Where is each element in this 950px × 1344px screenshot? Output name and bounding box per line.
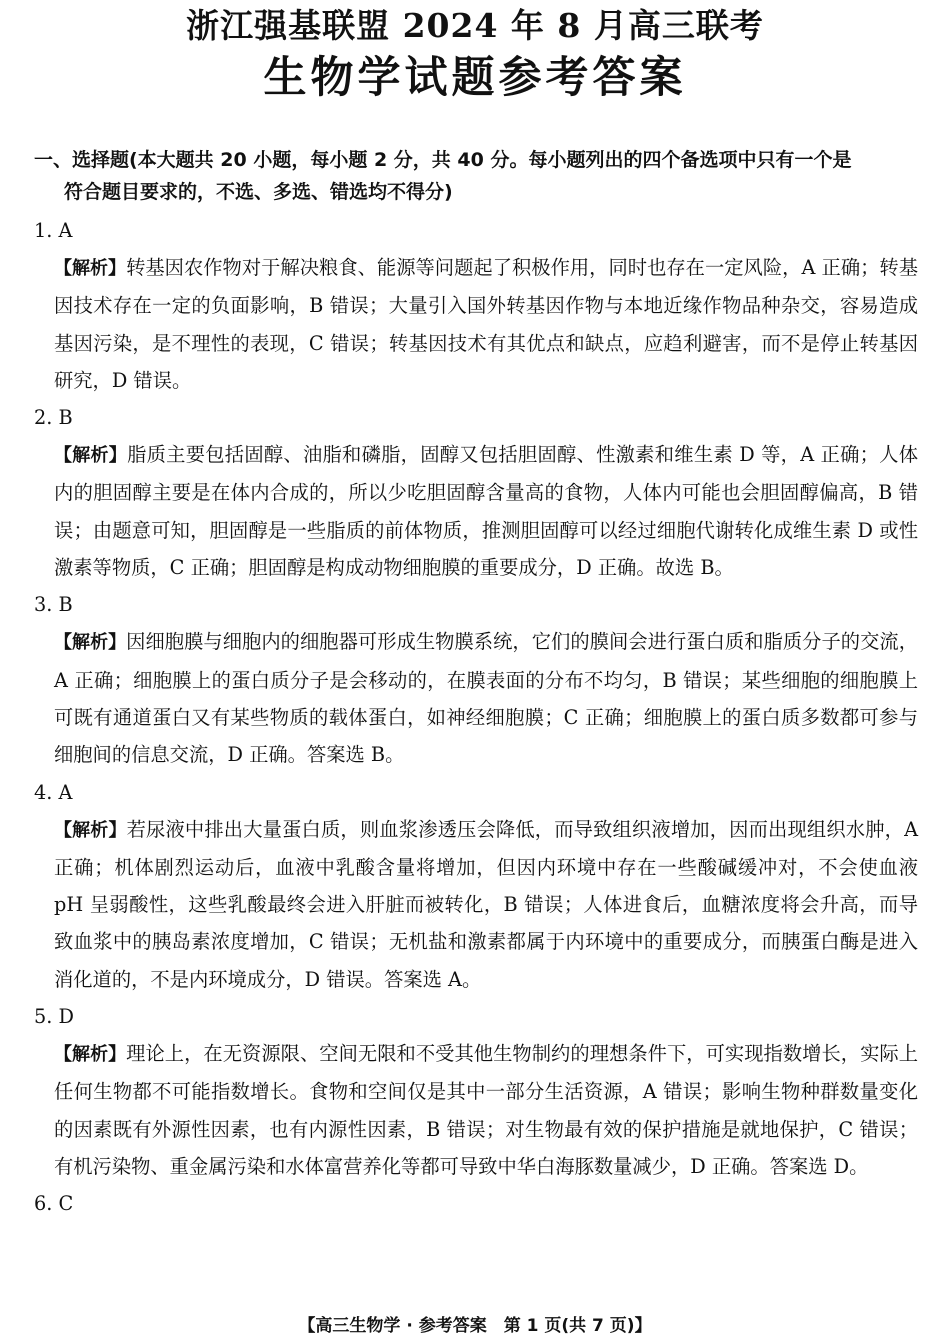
question-answer: 4. A	[34, 780, 73, 804]
question-explanation	[54, 1035, 918, 1185]
explanation-text: 脂质主要包括固醇、油脂和磷脂，固醇又包括胆固醇、性激素和维生素 D 等，A 正确；人体内的胆固醇主要是在体内合成的，所以少吃胆固醇含量高的食物，人体内可能也会胆固醇偏高，B 错误；由题意可知，胆固醇是一些脂质的前体物质，推测胆固醇可以经过细胞代谢转化成维生素 D 或性激素等物质，C 正确；胆固醇是构成动物细胞膜的重要成分，D 正确。故选 B。	[54, 443, 918, 580]
question-item	[34, 212, 918, 399]
explanation-tag: 【解析】	[54, 1044, 127, 1066]
question-item	[34, 399, 918, 586]
exam-title: 浙江强基联盟 2024 年 8 月高三联考	[186, 6, 764, 45]
answer-list	[34, 212, 918, 1222]
question-explanation	[54, 623, 918, 773]
question-explanation	[54, 436, 918, 586]
question-item	[34, 1185, 918, 1222]
section-heading-line2: 符合题目要求的，不选、多选、错选均不得分)	[64, 181, 453, 203]
question-answer: 5. D	[34, 1005, 74, 1029]
explanation-text: 转基因农作物对于解决粮食、能源等问题起了积极作用，同时也存在一定风险，A 正确；转基因技术存在一定的负面影响，B 错误；大量引入国外转基因作物与本地近缘作物品种杂交，容易造成基因污染，是不理性的表现，C 错误；转基因技术有其优点和缺点，应趋利避害，而不是停止转基因研究，D 错误。	[54, 256, 918, 392]
question-answer: 2. B	[34, 406, 73, 430]
page-footer: 【高三生物学 · 参考答案 第 1 页(共 7 页)】	[298, 1316, 652, 1336]
question-answer: 6. C	[34, 1192, 74, 1216]
section-heading-line1: 一、选择题(本大题共 20 小题，每小题 2 分，共 40 分。每小题列出的四个备选项中只有一个是	[34, 149, 852, 171]
explanation-tag: 【解析】	[54, 819, 127, 841]
question-explanation	[54, 249, 918, 399]
explanation-text: 理论上，在无资源限、空间无限和不受其他生物制约的理想条件下，可实现指数增长，实际上任何生物都不可能指数增长。食物和空间仅是其中一部分生活资源，A 错误；影响生物种群数量变化的因素既有外源性因素，也有内源性因素，B 错误；对生物最有效的保护措施是就地保护，C 错误；有机污染物、重金属污染和水体富营养化等都可导致中华白海豚数量减少，D 正确。答案选 D。	[54, 1042, 919, 1178]
explanation-text: 因细胞膜与细胞内的细胞器可形成生物膜系统，它们的膜间会进行蛋白质和脂质分子的交流，A 正确；细胞膜上的蛋白质分子是会移动的，在膜表面的分布不均匀，B 错误；某些细胞的细胞膜上可既有通道蛋白又有某些物质的载体蛋白，如神经细胞膜；C 正确；细胞膜上的蛋白质多数都可参与细胞间的信息交流，D 正确。答案选 B。	[54, 630, 919, 767]
explanation-tag: 【解析】	[54, 258, 127, 279]
answer-key-title: 生物学试题参考答案	[263, 53, 687, 103]
explanation-tag: 【解析】	[54, 445, 128, 467]
explanation-tag: 【解析】	[54, 632, 127, 654]
question-item	[34, 586, 918, 773]
question-answer: 3. B	[34, 593, 73, 617]
question-answer: 1. A	[34, 219, 73, 242]
question-item	[34, 998, 918, 1185]
explanation-text: 若尿液中排出大量蛋白质，则血浆渗透压会降低，而导致组织液增加，因而出现组织水肿，A 正确；机体剧烈运动后，血液中乳酸含量将增加，但因内环境中存在一些酸碱缓冲对，不会使血液 pH 呈弱酸性，这些乳酸最终会进入肝脏而被转化，B 错误；人体进食后，血糖浓度将会升高，而导致血浆中的胰岛素浓度增加，C 错误；无机盐和激素都属于内环境中的重要成分，而胰蛋白酶是进入消化道的，不是内环境成分，D 错误。答案选 A。	[54, 817, 919, 991]
question-explanation	[54, 811, 918, 998]
section-heading	[34, 144, 924, 208]
question-item	[34, 774, 918, 998]
